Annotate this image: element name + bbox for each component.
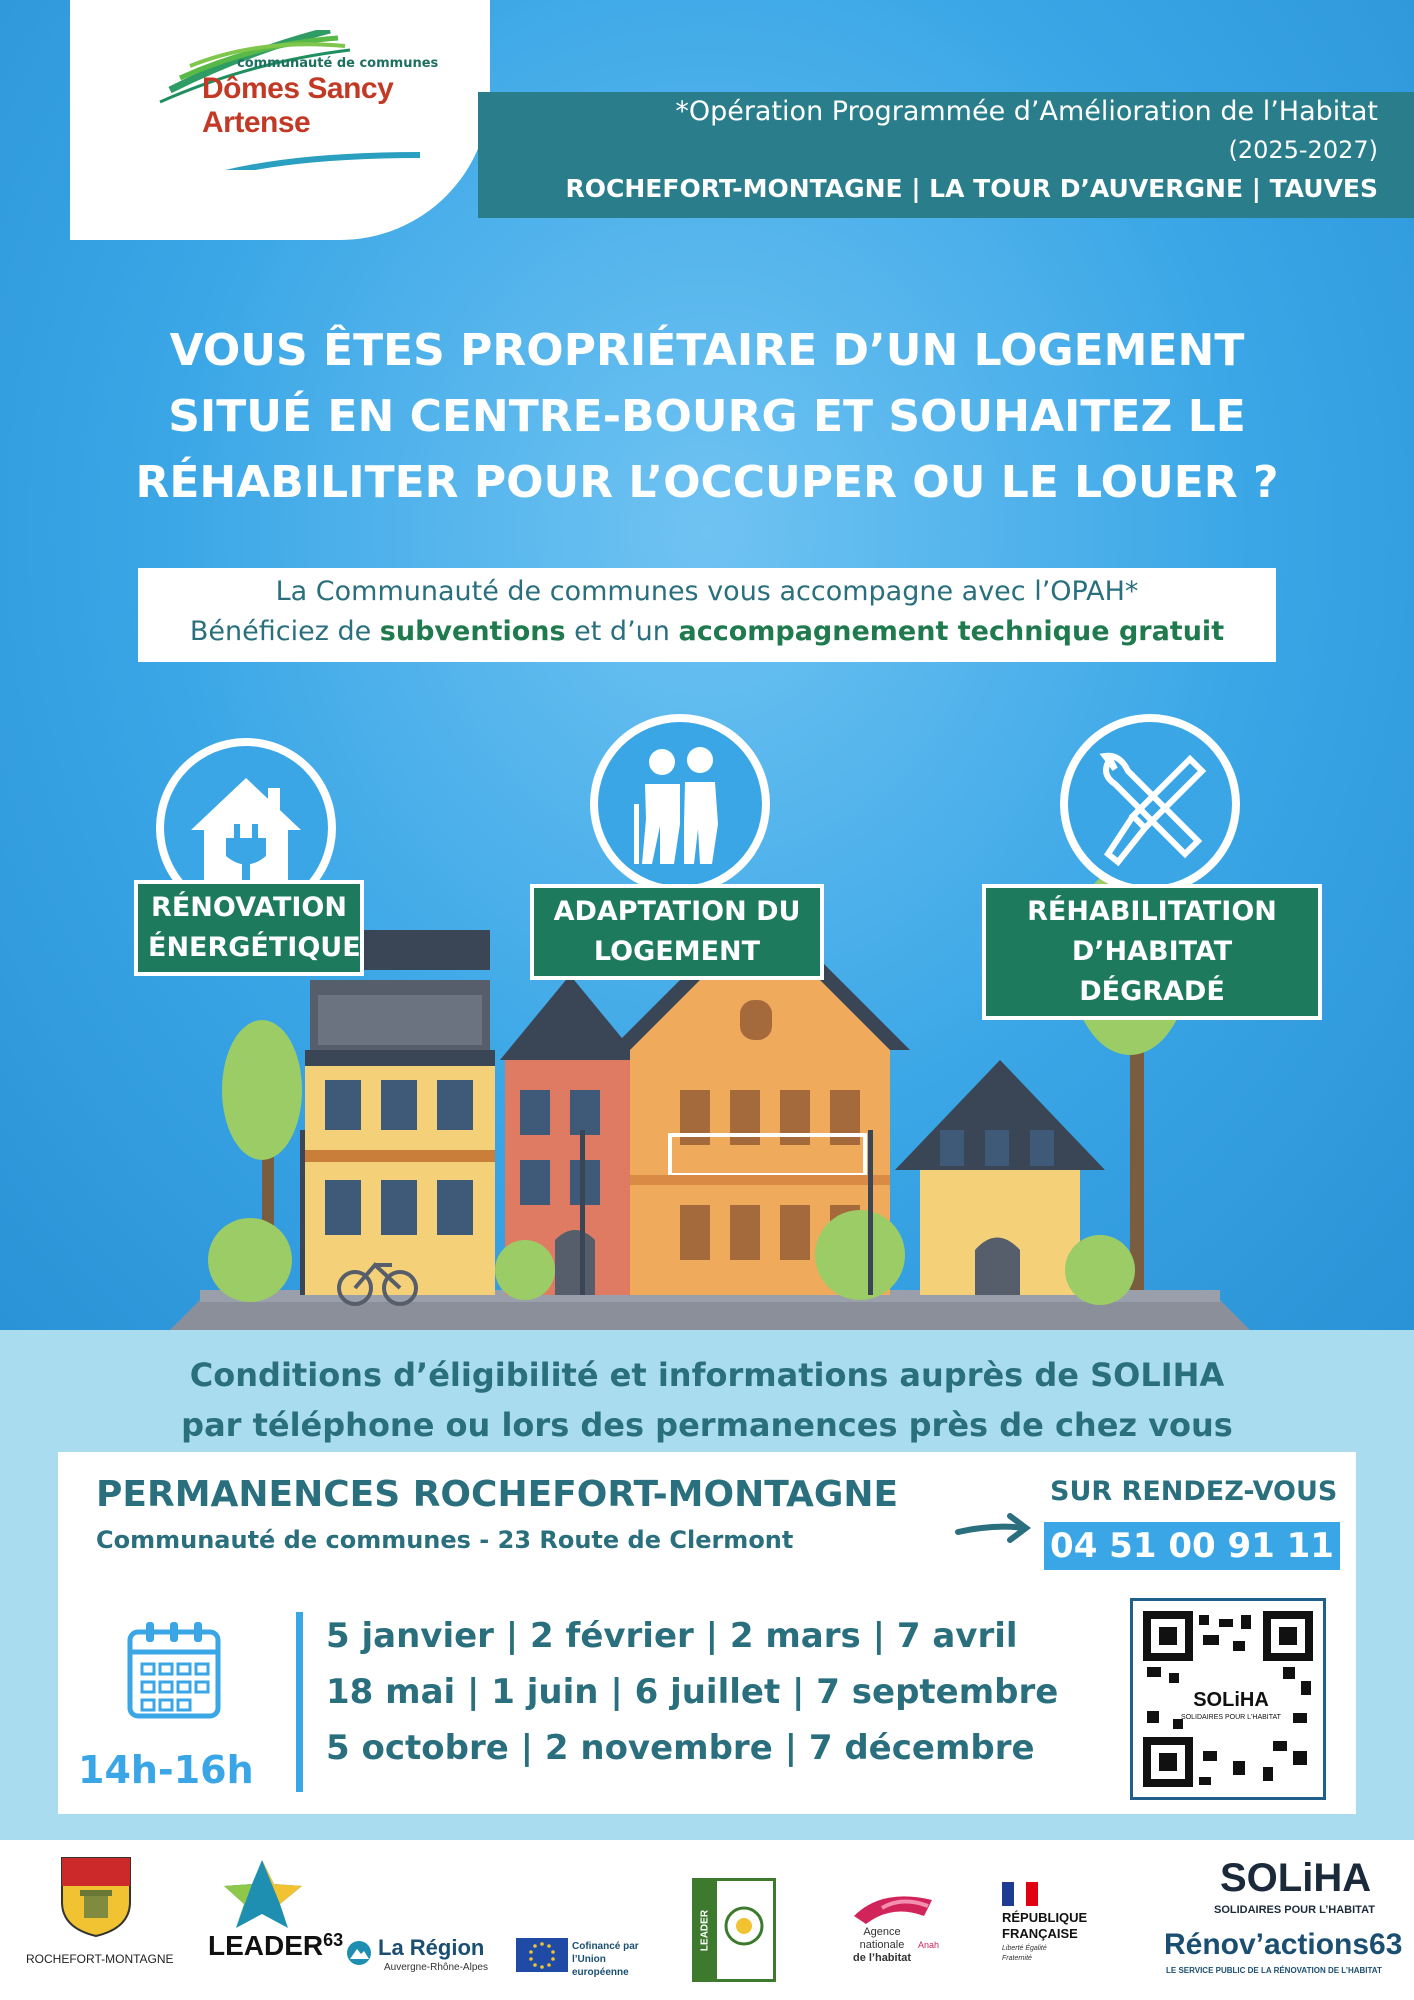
rochefort-crest-icon [60,1856,132,1938]
feature-tag-rehabilitation: RÉHABILITATION D’HABITAT DÉGRADÉ [982,884,1322,1020]
footer-anah-logo: Agence nationale de l’habitat [852,1926,912,1964]
feature-tag-adaptation: ADAPTATION DU LOGEMENT [530,884,824,980]
french-flag-icon [1002,1882,1038,1906]
feature-circle-rehabilitation [1060,714,1240,894]
footer-region-logo: La Région [378,1935,485,1960]
footer-rf-motto: Liberté Égalité Fraternité [1002,1945,1047,1962]
footer-eu-label: Cofinancé par l’Union européenne [572,1941,639,1978]
footer-anah-small: Anah [918,1940,940,1950]
feature-tag-renovation: RÉNOVATION ÉNERGÉTIQUE [134,880,364,976]
headline-line-2: SITUÉ EN CENTRE-BOURG ET SOUHAITEZ LE [168,391,1246,442]
permanences-address: Communauté de communes - 23 Route de Clermont [96,1526,794,1554]
dates-line: 18 mai | 1 juin | 6 juillet | 7 septembre [326,1672,1059,1712]
divider [296,1612,303,1792]
dates-list [326,1608,1058,1776]
phone-number[interactable]: 04 51 00 91 11 [1044,1522,1340,1570]
svg-text:SOLIDAIRES POUR L'HABITAT: SOLIDAIRES POUR L'HABITAT [1181,1714,1281,1721]
eligibility-text: Conditions d’éligibilité et informations auprès de SOLIHA par téléphone ou lors des permanences près de chez vous [181,1356,1233,1444]
permanences-title: PERMANENCES ROCHEFORT-MONTAGNE [96,1474,899,1515]
dates-line: 5 octobre | 2 novembre | 7 décembre [326,1728,1035,1768]
subtitle-line-2: Bénéficiez de subventions et d’un accompagnement technique gratuit [189,616,1225,647]
qr-code[interactable] [1130,1598,1326,1800]
logo-subtitle: communauté de communes [237,56,439,71]
opening-hours: 14h-16h [78,1748,254,1792]
headline-line-3: RÉHABILITER POUR L’OCCUPER OU LE LOUER ? [135,457,1279,508]
tools-icon [1060,714,1240,894]
leader63-star-icon [222,1858,308,1930]
footer-region-sub: Auvergne-Rhône-Alpes [384,1962,488,1973]
eu-flag-icon [516,1938,568,1972]
anah-swoosh-icon [852,1886,936,1928]
elderly-people-icon [590,714,770,894]
subtitle-line-1: La Communauté de communes vous accompagne avec l’OPAH* [275,576,1139,607]
program-name: *Opération Programmée d’Amélioration de l’Habitat [675,96,1378,127]
region-mountain-icon [346,1940,372,1966]
program-years: (2025-2027) [1228,136,1378,164]
calendar-icon [126,1620,222,1720]
qr-code-icon [1133,1601,1323,1797]
headline-line-1: VOUS ÊTES PROPRIÉTAIRE D’UN LOGEMENT [169,325,1245,376]
logo-title: Dômes Sancy Artense [202,72,394,139]
program-towns: ROCHEFORT-MONTAGNE | LA TOUR D’AUVERGNE | TAUVES [565,174,1378,203]
arrow-right-icon [954,1510,1034,1546]
footer-leader-logo: LEADER$^{63}$ [208,1930,344,1961]
appointment-label: SUR RENDEZ-VOUS [1050,1476,1338,1507]
feature-circle-adaptation [590,714,770,894]
permanences-box [58,1452,1356,1814]
footer-renov-sub: LE SERVICE PUBLIC DE LA RÉNOVATION DE L’HABITAT [1166,1966,1382,1975]
footer-soliha-sub: SOLIDAIRES POUR L’HABITAT [1214,1904,1375,1916]
footer-rochefort-label: ROCHEFORT-MONTAGNE [26,1952,174,1966]
dates-line: 5 janvier | 2 février | 2 mars | 7 avril [326,1616,1018,1656]
footer-renov-logo: Rénov’actions63 [1164,1928,1403,1961]
footer-soliha-logo: SOLiHA [1220,1856,1372,1900]
svg-text:SOLiHA: SOLiHA [1193,1689,1269,1711]
leader-eu-star-icon [721,1903,767,1949]
leader-eu-logo: LEADER [692,1878,776,1982]
footer-rf-logo: RÉPUBLIQUE FRANÇAISE [1002,1910,1088,1941]
